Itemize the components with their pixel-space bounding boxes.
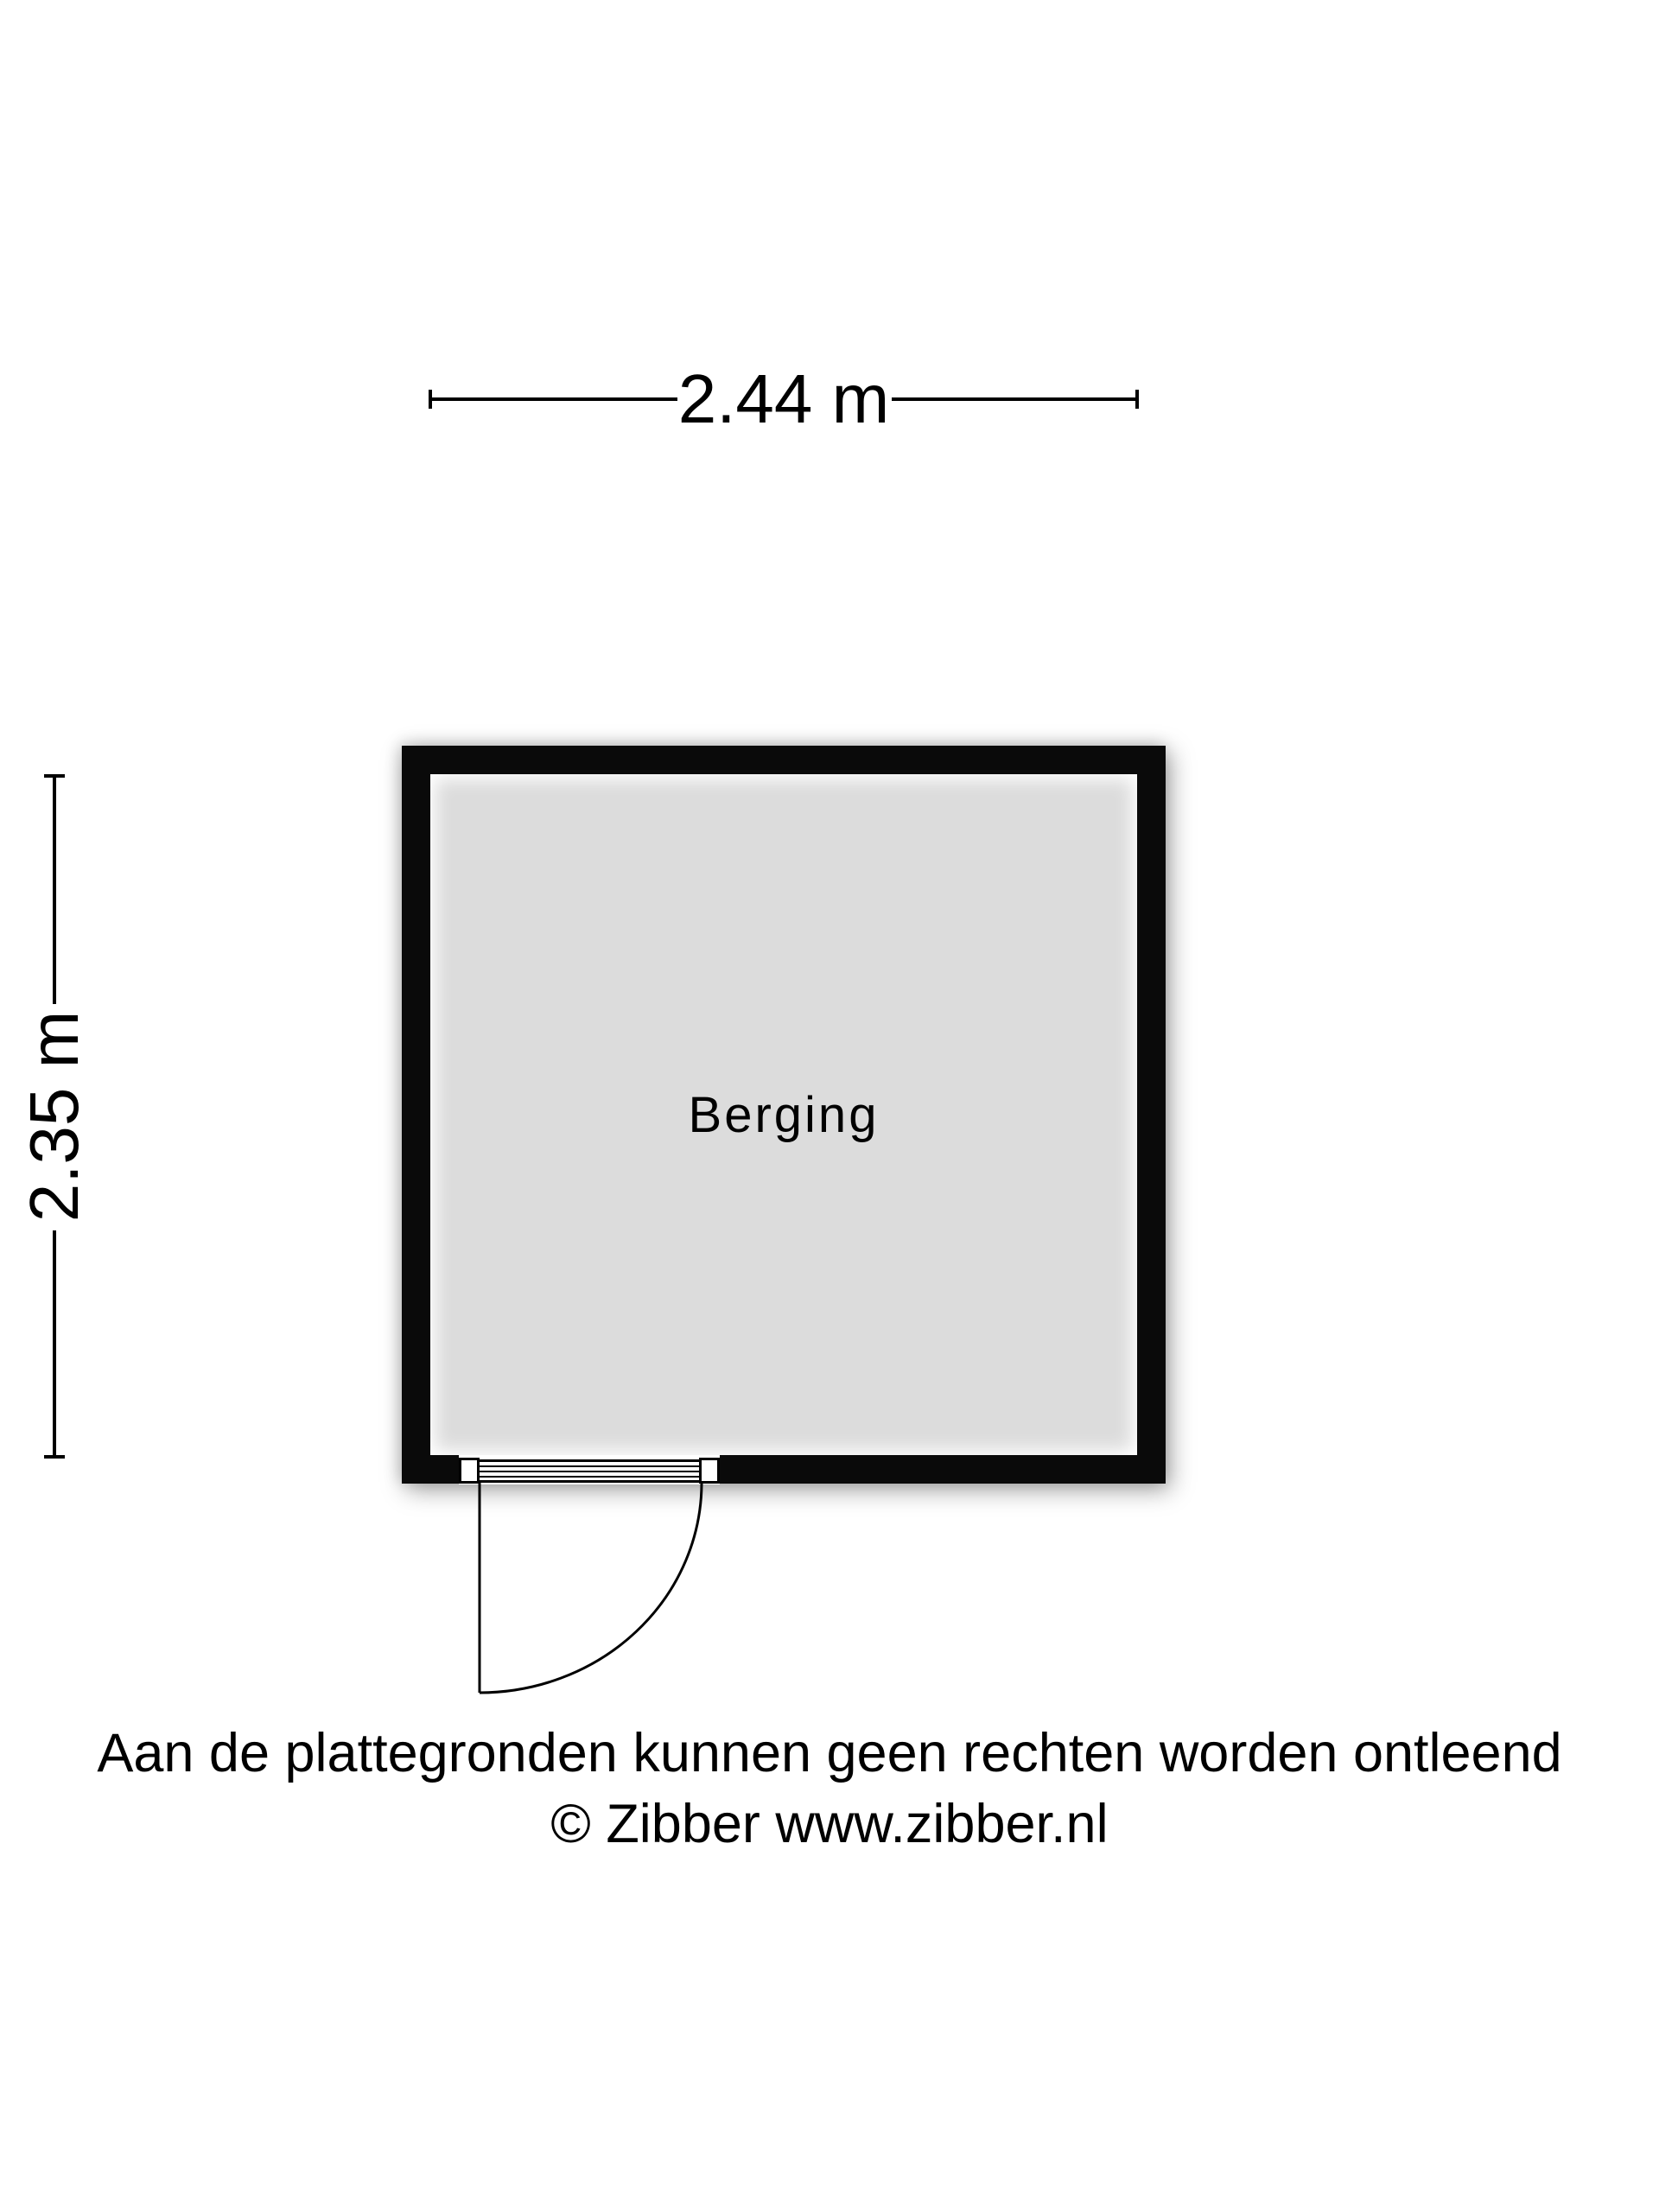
dimension-tick-bottom	[44, 1455, 65, 1459]
dimension-line-left-segment	[432, 397, 677, 401]
dimension-tick-right	[1135, 390, 1139, 409]
height-dimension-label: 2.35 m	[16, 1010, 92, 1223]
room-floor	[430, 774, 1137, 1455]
copyright-line: © Zibber www.zibber.nl	[550, 1794, 1109, 1854]
dimension-line-right-segment	[892, 397, 1135, 401]
room-label: Berging	[688, 1086, 880, 1143]
disclaimer-line: Aan de plattegronden kunnen geen rechten worden ontleend	[97, 1723, 1562, 1783]
dimension-line-top-segment	[53, 778, 56, 1004]
door-swing-arc-icon	[432, 1452, 743, 1737]
width-dimension-label: 2.44 m	[677, 360, 890, 437]
dimension-line-bottom-segment	[53, 1230, 56, 1455]
footer-disclaimer	[0, 1718, 1659, 1859]
